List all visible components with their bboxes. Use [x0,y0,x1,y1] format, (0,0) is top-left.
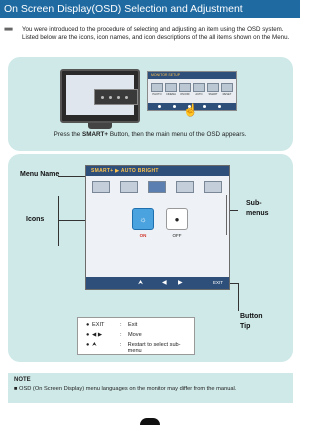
sub-menu-options [132,208,188,230]
smart-plus-label: SMART+ [82,131,109,138]
legend-colon: : [120,322,122,328]
sub-menus-label-2: menus [246,210,269,217]
reset-icon [221,83,233,92]
option-off-label: OFF [172,233,182,238]
auto-icon [193,83,205,92]
mini-osd-labels [148,92,236,96]
legend-colon: : [119,342,122,348]
left-arrow-icon: ◀ [162,280,167,286]
legend-row [86,332,142,338]
smart-icon [207,83,219,92]
mini-osd-icons [148,79,236,92]
mini-osd-label: AUTO [195,93,203,96]
mini-osd-label: CINEMA [165,93,177,96]
bullet-icon: ● [86,322,90,328]
menu-icon [204,181,222,193]
button-tip-label-1: Button [240,313,263,320]
legend-row [86,322,137,328]
legend-desc: Move [128,332,142,338]
monitor-button-panel [94,89,138,105]
dot-icon [203,105,206,108]
button-tip-line [230,283,238,284]
right-arrow-icon: ▶ [178,280,183,286]
mini-osd-label: PHOTO [152,93,162,96]
button-dot-icon [125,96,128,99]
bullet-icon: ● [86,342,90,348]
legend-key: ⮝ [91,342,97,348]
button-tip-label-2: Tip [240,323,251,330]
button-tip-vline [238,283,239,311]
osd-menu-icons [86,176,229,198]
menu-icon [120,181,138,193]
osd-menu [85,165,230,290]
caption [0,131,300,138]
submenu-bracket-line [226,195,227,235]
menu-name-label: Menu Name [20,171,60,178]
icons-line [58,220,85,221]
page-title: On Screen Display(OSD) Selection and Adjustment [0,0,300,18]
up-arrow-icon: ⮝ [138,280,144,286]
mini-osd-header: MONITOR SETUP [148,72,236,79]
osd-exit-label: EXIT [212,280,223,285]
dot-icon [158,105,161,108]
button-dot-icon [109,96,112,99]
legend-key: EXIT [92,322,105,328]
mini-osd-label: ON/OFF [180,93,190,96]
dot-icon [218,105,221,108]
icons-label: Icons [26,216,45,223]
intro-text: You were introduced to the procedure of selecting and adjusting an item using the OSD system. Listed below are the icons, icon names, and icon descriptions of the all items shown on the Menu. [22,26,290,41]
button-dot-icon [117,96,120,99]
bulb-on-icon: ☼ [132,208,154,230]
note-box [8,373,293,403]
mini-osd-label: SMART [208,93,218,96]
sub-menus-label-1: Sub- [246,200,262,207]
dot-off-icon: ● [166,208,188,230]
caption-prefix: Press the [53,131,82,138]
icons-bracket-line [58,196,59,246]
note-heading: NOTE [14,377,31,383]
menu-icon-selected [148,181,166,193]
monitor-stand [88,123,112,129]
button-legend [77,317,195,355]
photo-icon [151,83,163,92]
caption-suffix: Button, then the main menu of the OSD appears. [108,131,247,138]
submenu-line [230,210,238,211]
button-dot-icon [101,96,104,99]
option-on-label: ON [139,233,147,238]
bullet-icon: ■■■ [4,27,12,33]
menu-icon [92,181,110,193]
mini-osd-label: RESET [222,93,232,96]
note-text: ■ OSD (On Screen Display) menu languages on the monitor may differ from the manual. [14,386,237,392]
bullet-icon: ● [86,332,90,338]
osd-footer [86,277,229,289]
osd-header: SMART+ ▶ AUTO BRIGHT [86,166,229,176]
legend-desc: Restart to select sub-menu [127,342,181,354]
legend-key: ◀ ▶ [92,332,103,338]
legend-colon: : [120,332,122,338]
legend-row [86,342,194,354]
onoff-icon [179,83,191,92]
intro-paragraph [4,26,292,42]
sub-menu-labels [132,233,188,238]
menu-icon [176,181,194,193]
dot-icon [173,105,176,108]
cinema-icon [165,83,177,92]
pointing-hand-icon: ☝ [183,103,198,117]
note-body: OSD (On Screen Display) menu languages on the monitor may differ from the manual. [19,386,237,392]
page-tab [140,418,160,425]
legend-desc: Exit [128,322,138,328]
menu-name-line [58,176,85,177]
